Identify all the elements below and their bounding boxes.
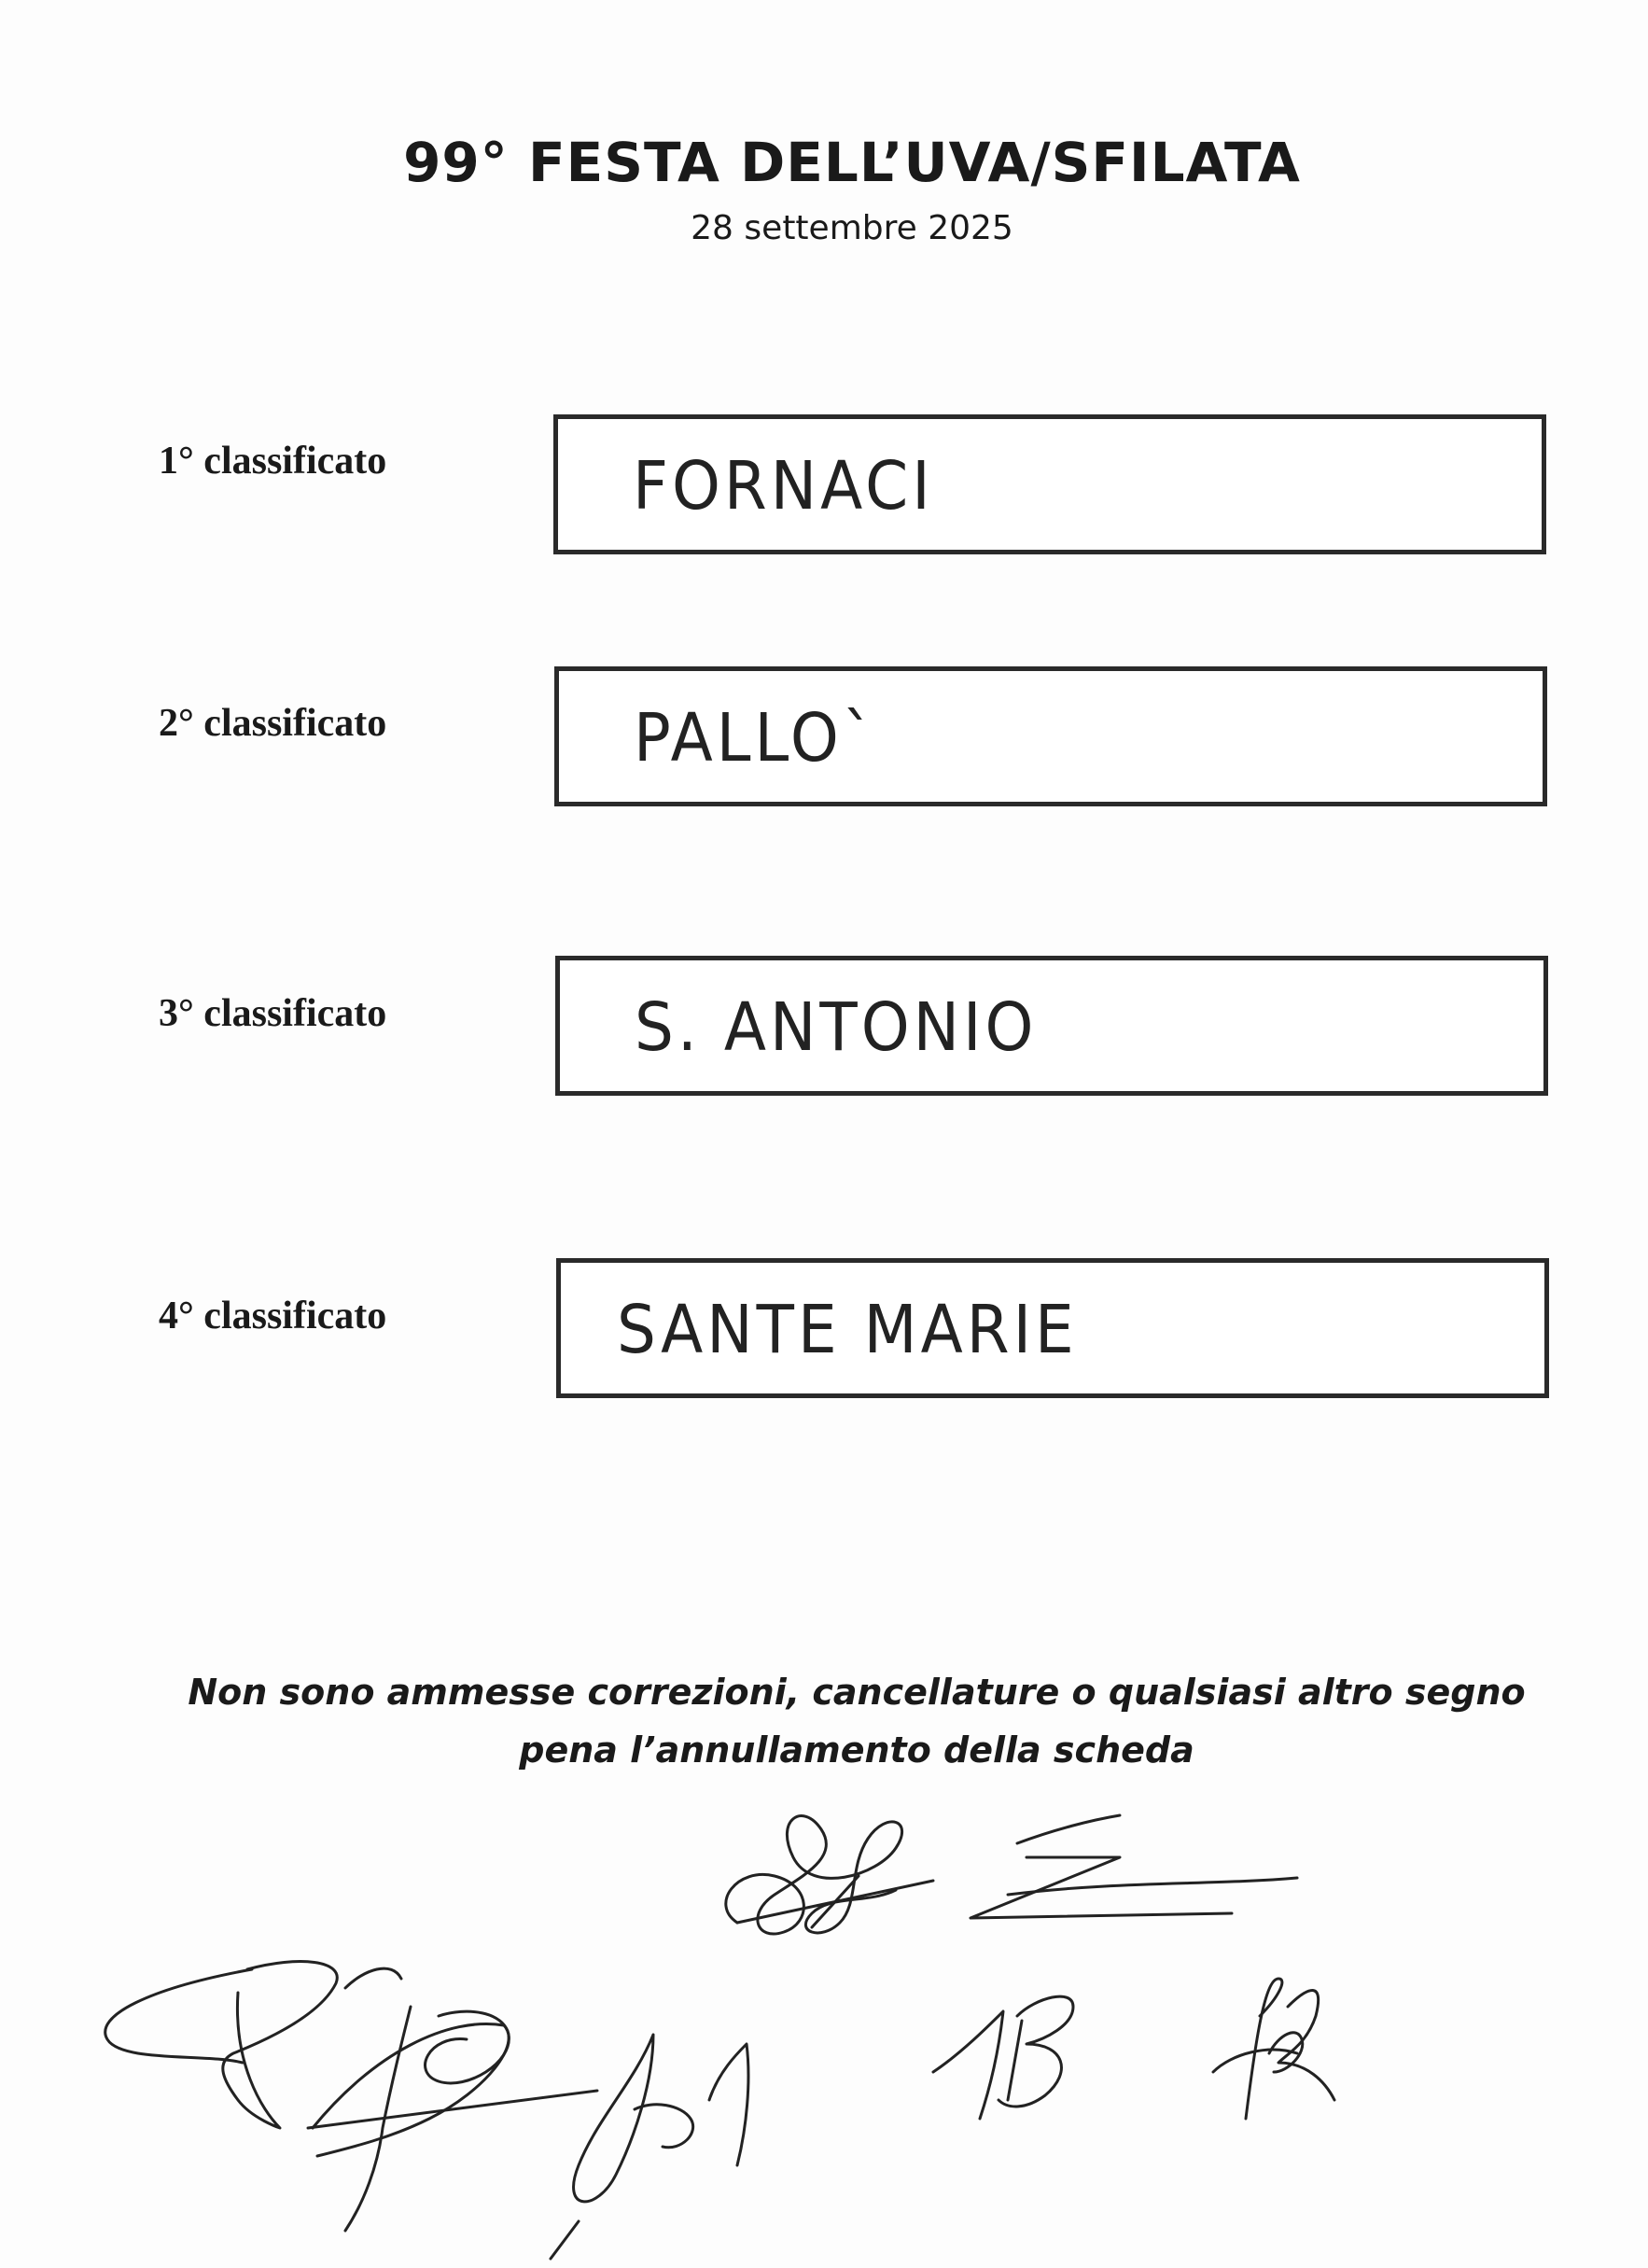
rank-4-answer-box[interactable] <box>556 1258 1549 1398</box>
notice-line-2: pena l’annullamento della scheda <box>519 1729 1194 1771</box>
signature-7 <box>1213 1979 1334 2119</box>
rank-2-answer-box[interactable] <box>554 666 1547 806</box>
rank-3-answer: S. ANTONIO <box>635 988 1038 1067</box>
signatures <box>0 1773 1648 2268</box>
rank-1-label: 1° classificato <box>159 440 387 483</box>
event-date: 28 settembre 2025 <box>691 209 1013 247</box>
signature-4 <box>308 2007 597 2231</box>
signature-5 <box>551 2035 748 2259</box>
notice-text <box>0 1663 1648 1779</box>
page-title: 99° FESTA DELL’UVA/SFILATA <box>403 131 1301 194</box>
rank-4-answer: SANTE MARIE <box>617 1291 1078 1369</box>
signature-2 <box>971 1815 1297 1918</box>
rank-3-answer-box[interactable] <box>555 956 1548 1096</box>
signature-6 <box>933 1996 1073 2119</box>
rank-2-label: 2° classificato <box>159 702 387 745</box>
notice-line-1: Non sono ammesse correzioni, cancellature o qualsiasi altro segno <box>188 1672 1526 1713</box>
rank-4-label: 4° classificato <box>159 1295 387 1337</box>
rank-1-answer: FORNACI <box>633 447 934 525</box>
rank-2-answer: PALLO` <box>634 699 877 777</box>
rank-1-answer-box[interactable] <box>553 414 1546 554</box>
signature-3 <box>105 1962 401 2128</box>
signature-1 <box>726 1816 933 1934</box>
rank-3-label: 3° classificato <box>159 992 387 1035</box>
